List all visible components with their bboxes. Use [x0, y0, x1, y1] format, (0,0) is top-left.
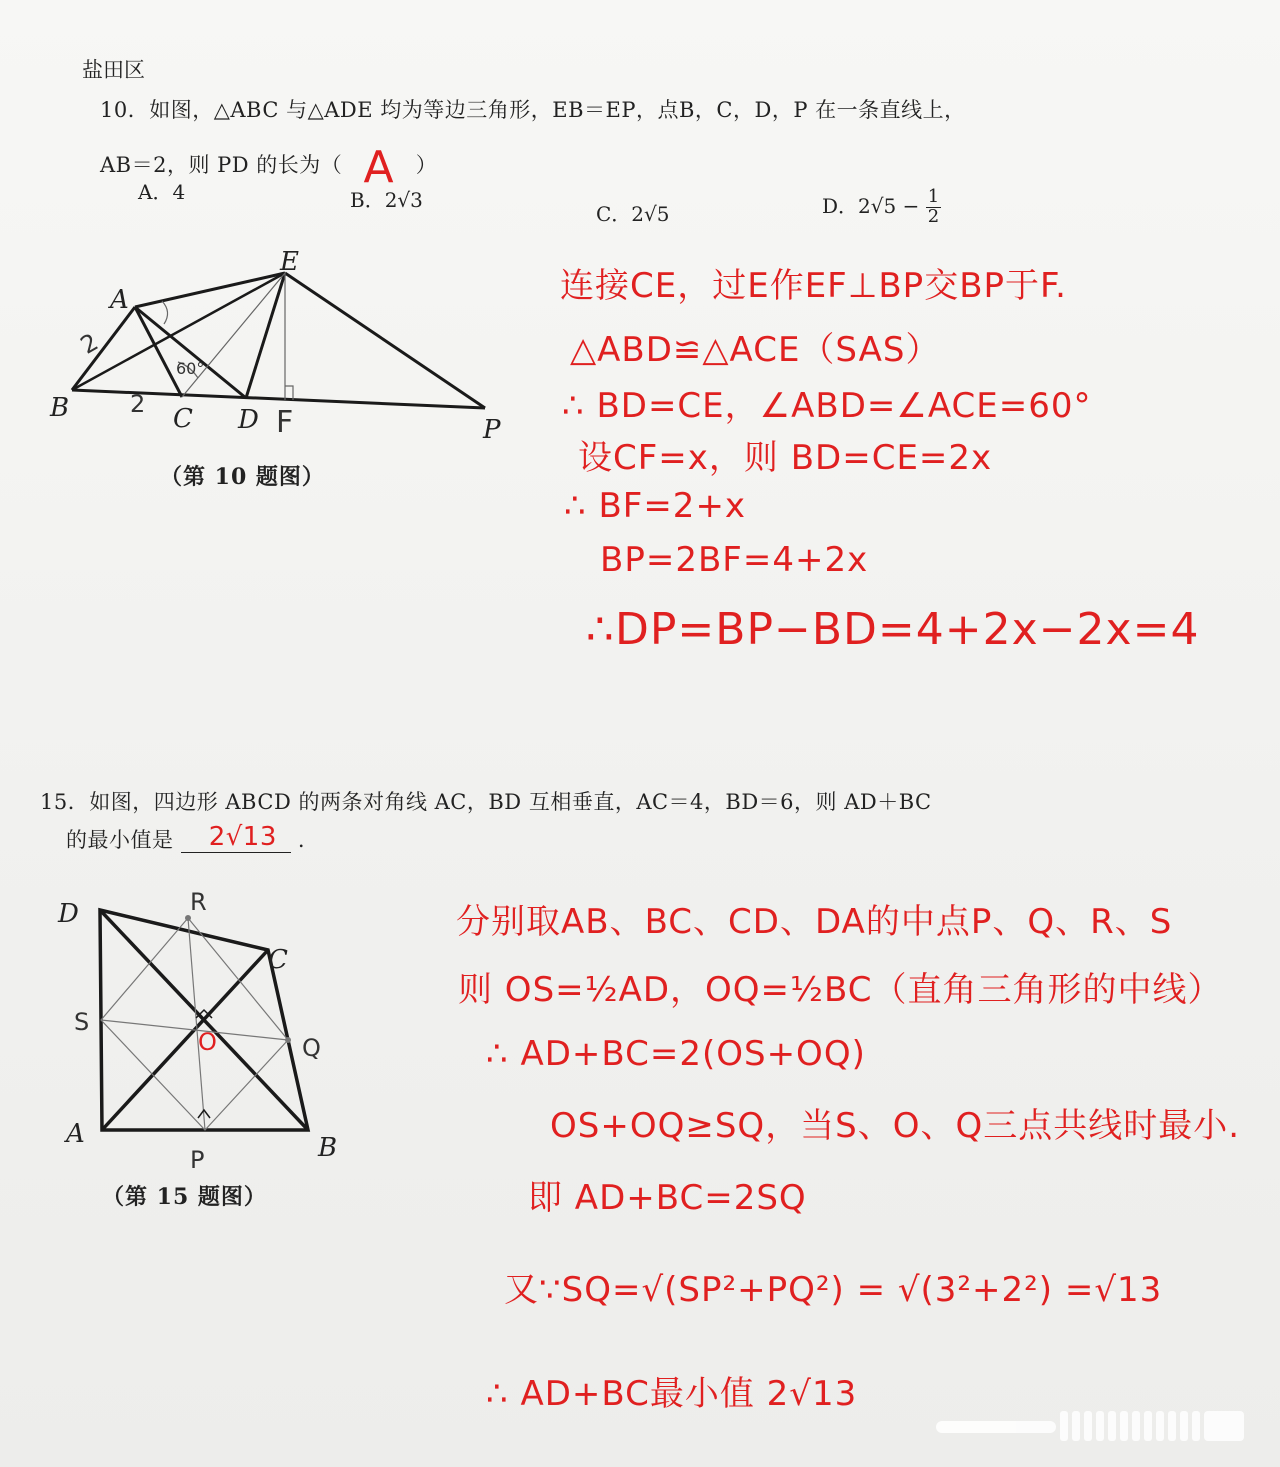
angle-note: 60°: [176, 359, 205, 378]
label-p: P: [483, 415, 501, 445]
ab-length-note: 2: [75, 327, 104, 360]
label-r: R: [190, 888, 207, 916]
line-ep: [285, 273, 485, 408]
q15-text-line1: 15．如图，四边形 ABCD 的两条对角线 AC，BD 互相垂直，AC＝4，BD＝6，则 AD＋BC: [40, 790, 932, 814]
segment-rp: [188, 918, 205, 1130]
label-c: C: [268, 945, 288, 975]
label-d: D: [238, 405, 259, 435]
q15-solution-line-6: 又∵SQ=√(SP²+PQ²) = √(3²+2²) =√13: [504, 1270, 1163, 1310]
q15-solution-line-2: 则 OS=½AD，OQ=½BC（直角三角形的中线）: [458, 970, 1223, 1010]
q10-option-d-numerator: 1: [927, 186, 940, 207]
diagonal-ac: [102, 950, 268, 1130]
q10-solution-line-2: △ABD≌△ACE（SAS）: [570, 330, 941, 370]
q10-option-c: C．2√5: [596, 202, 670, 226]
q10-solution-line-5: ∴ BF=2+x: [564, 486, 747, 526]
bc-length-note: 2: [130, 390, 146, 418]
label-b: B: [50, 393, 70, 423]
label-b: B: [318, 1133, 338, 1163]
q10-option-d-denominator: 2: [927, 205, 940, 227]
label-c: C: [173, 404, 193, 434]
q10-text-line1: 10．如图，△ABC 与△ADE 均为等边三角形，EB＝EP，点B，C，D，P 在一条直线上，: [100, 98, 966, 122]
q10-option-a: A．4: [138, 180, 186, 204]
district-label: 盐田区: [82, 58, 145, 82]
q10-option-b: B．2√3: [350, 188, 423, 212]
line-ab: [72, 307, 135, 390]
line-ae: [135, 273, 285, 307]
q10-figure-caption: （第 10 题图）: [160, 464, 325, 490]
q10-solution-line-7: ∴DP=BP−BD=4+2x−2x=4: [586, 604, 1200, 655]
q15-solution-line-5: 即 AD+BC=2SQ: [528, 1178, 807, 1218]
q10-option-d-fraction: [926, 188, 941, 227]
q15-answer: 2√13: [208, 822, 277, 852]
point-q: [285, 1037, 291, 1043]
q10-solution-line-4: 设CF=x，则 BD=CE=2x: [578, 438, 993, 478]
q10-text-line2-main: AB＝2，则 PD 的长为（: [100, 153, 343, 177]
q10-option-d: [822, 188, 941, 227]
watermark-logo: [936, 1405, 1256, 1445]
label-d: D: [58, 899, 79, 929]
label-a: A: [66, 1119, 85, 1149]
q10-solution-line-6: BP=2BF=4+2x: [600, 540, 869, 580]
q15-solution-line-3: ∴ AD+BC=2(OS+OQ): [486, 1034, 866, 1074]
label-e: E: [280, 247, 299, 277]
q10-answer-mark: A: [363, 142, 395, 193]
label-p: P: [190, 1146, 205, 1174]
q15-text-line2: [66, 824, 305, 854]
label-a: A: [110, 285, 129, 315]
q15-text-line2-prefix: 的最小值是: [66, 828, 174, 852]
line-ad: [135, 307, 246, 398]
q10-text-line2-end: ）: [415, 153, 438, 177]
q10-solution-line-3: ∴ BD=CE，∠ABD=∠ACE=60°: [562, 386, 1092, 426]
q15-text-line2-suffix: .: [297, 828, 306, 852]
angle-arc-a: [162, 301, 168, 324]
q15-figure: [50, 880, 370, 1200]
label-q: Q: [302, 1034, 321, 1062]
q15-solution-line-7: ∴ AD+BC最小值 2√13: [486, 1374, 858, 1414]
q15-figure-caption: （第 15 题图）: [102, 1184, 267, 1210]
label-o: O: [198, 1028, 217, 1056]
q15-solution-line-1: 分别取AB、BC、CD、DA的中点P、Q、R、S: [456, 902, 1173, 942]
segment-sq: [101, 1020, 288, 1040]
q10-option-d-prefix: D．2√5 −: [822, 193, 920, 218]
label-s: S: [74, 1008, 90, 1036]
label-f: F: [276, 405, 294, 440]
q10-solution-line-1: 连接CE，过E作EF⊥BP交BP于F.: [560, 266, 1067, 306]
q15-solution-line-4: OS+OQ≥SQ，当S、O、Q三点共线时最小.: [550, 1106, 1241, 1146]
q15-answer-blank: [181, 822, 291, 853]
